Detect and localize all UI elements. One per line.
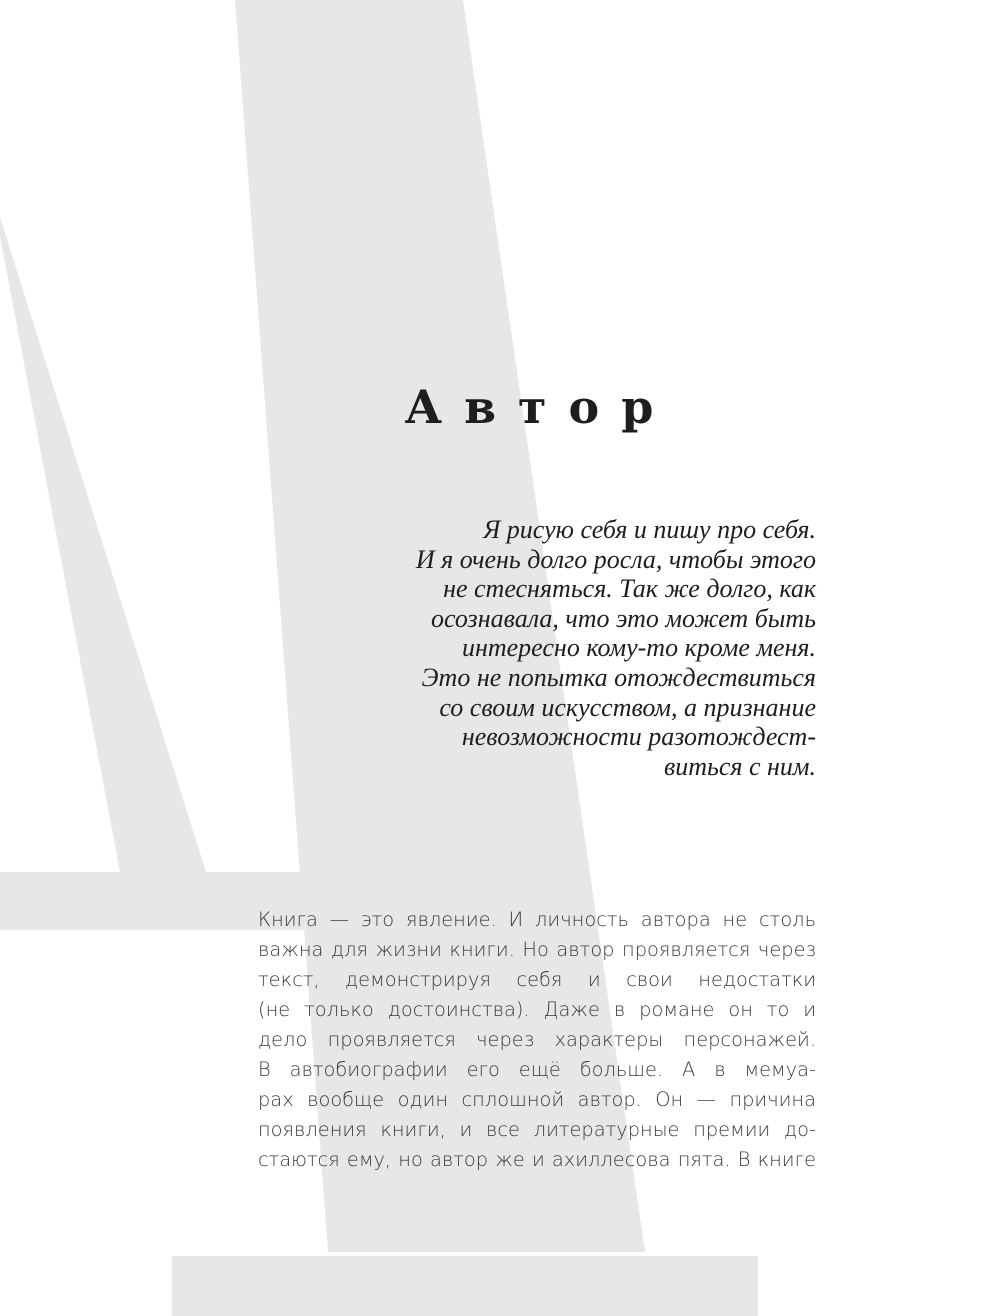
- epigraph-line: Это не попытка отождествиться: [421, 662, 816, 692]
- body-line: Книга — это явление. И личность автора не столь: [258, 908, 816, 931]
- body-line: В автобиографии его ещё больше. А в мемуа-: [258, 1058, 816, 1081]
- chapter-title: Автор: [404, 380, 676, 434]
- body-line: рах вообще один сплошной автор. Он — причина: [258, 1088, 816, 1111]
- letter-a-thin-stroke: [0, 217, 206, 872]
- body-paragraph: [258, 905, 816, 1175]
- epigraph-line: невозможности разотождест-: [461, 722, 816, 752]
- epigraph-line: со своим искусством, а признание: [439, 692, 816, 722]
- letter-a-bottom-serif: [172, 1256, 758, 1316]
- body-line: появления книги, и все литературные премии до-: [258, 1118, 816, 1141]
- epigraph-line: осознавала, что это может быть: [431, 603, 816, 633]
- epigraph-line: Я рисую себя и пишу про себя.: [483, 515, 816, 544]
- epigraph-line: виться с ним.: [663, 751, 816, 781]
- body-line: стаются ему, но автор же и ахиллесова пята. В книге: [258, 1148, 816, 1171]
- body-line: (не только достоинства). Даже в романе он то и: [258, 998, 816, 1021]
- body-line: дело проявляется через характеры персонажей.: [258, 1028, 816, 1051]
- epigraph-line: не стесняться. Так же долго, как: [443, 574, 816, 604]
- epigraph-line: интересно кому-то кроме меня.: [461, 633, 816, 663]
- body-line: текст, демонстрируя себя и свои недостатки: [258, 968, 816, 991]
- body-line: важна для жизни книги. Но автор проявляется через: [258, 938, 816, 961]
- epigraph: [380, 515, 816, 781]
- epigraph-line: И я очень долго росла, чтобы этого: [415, 544, 816, 574]
